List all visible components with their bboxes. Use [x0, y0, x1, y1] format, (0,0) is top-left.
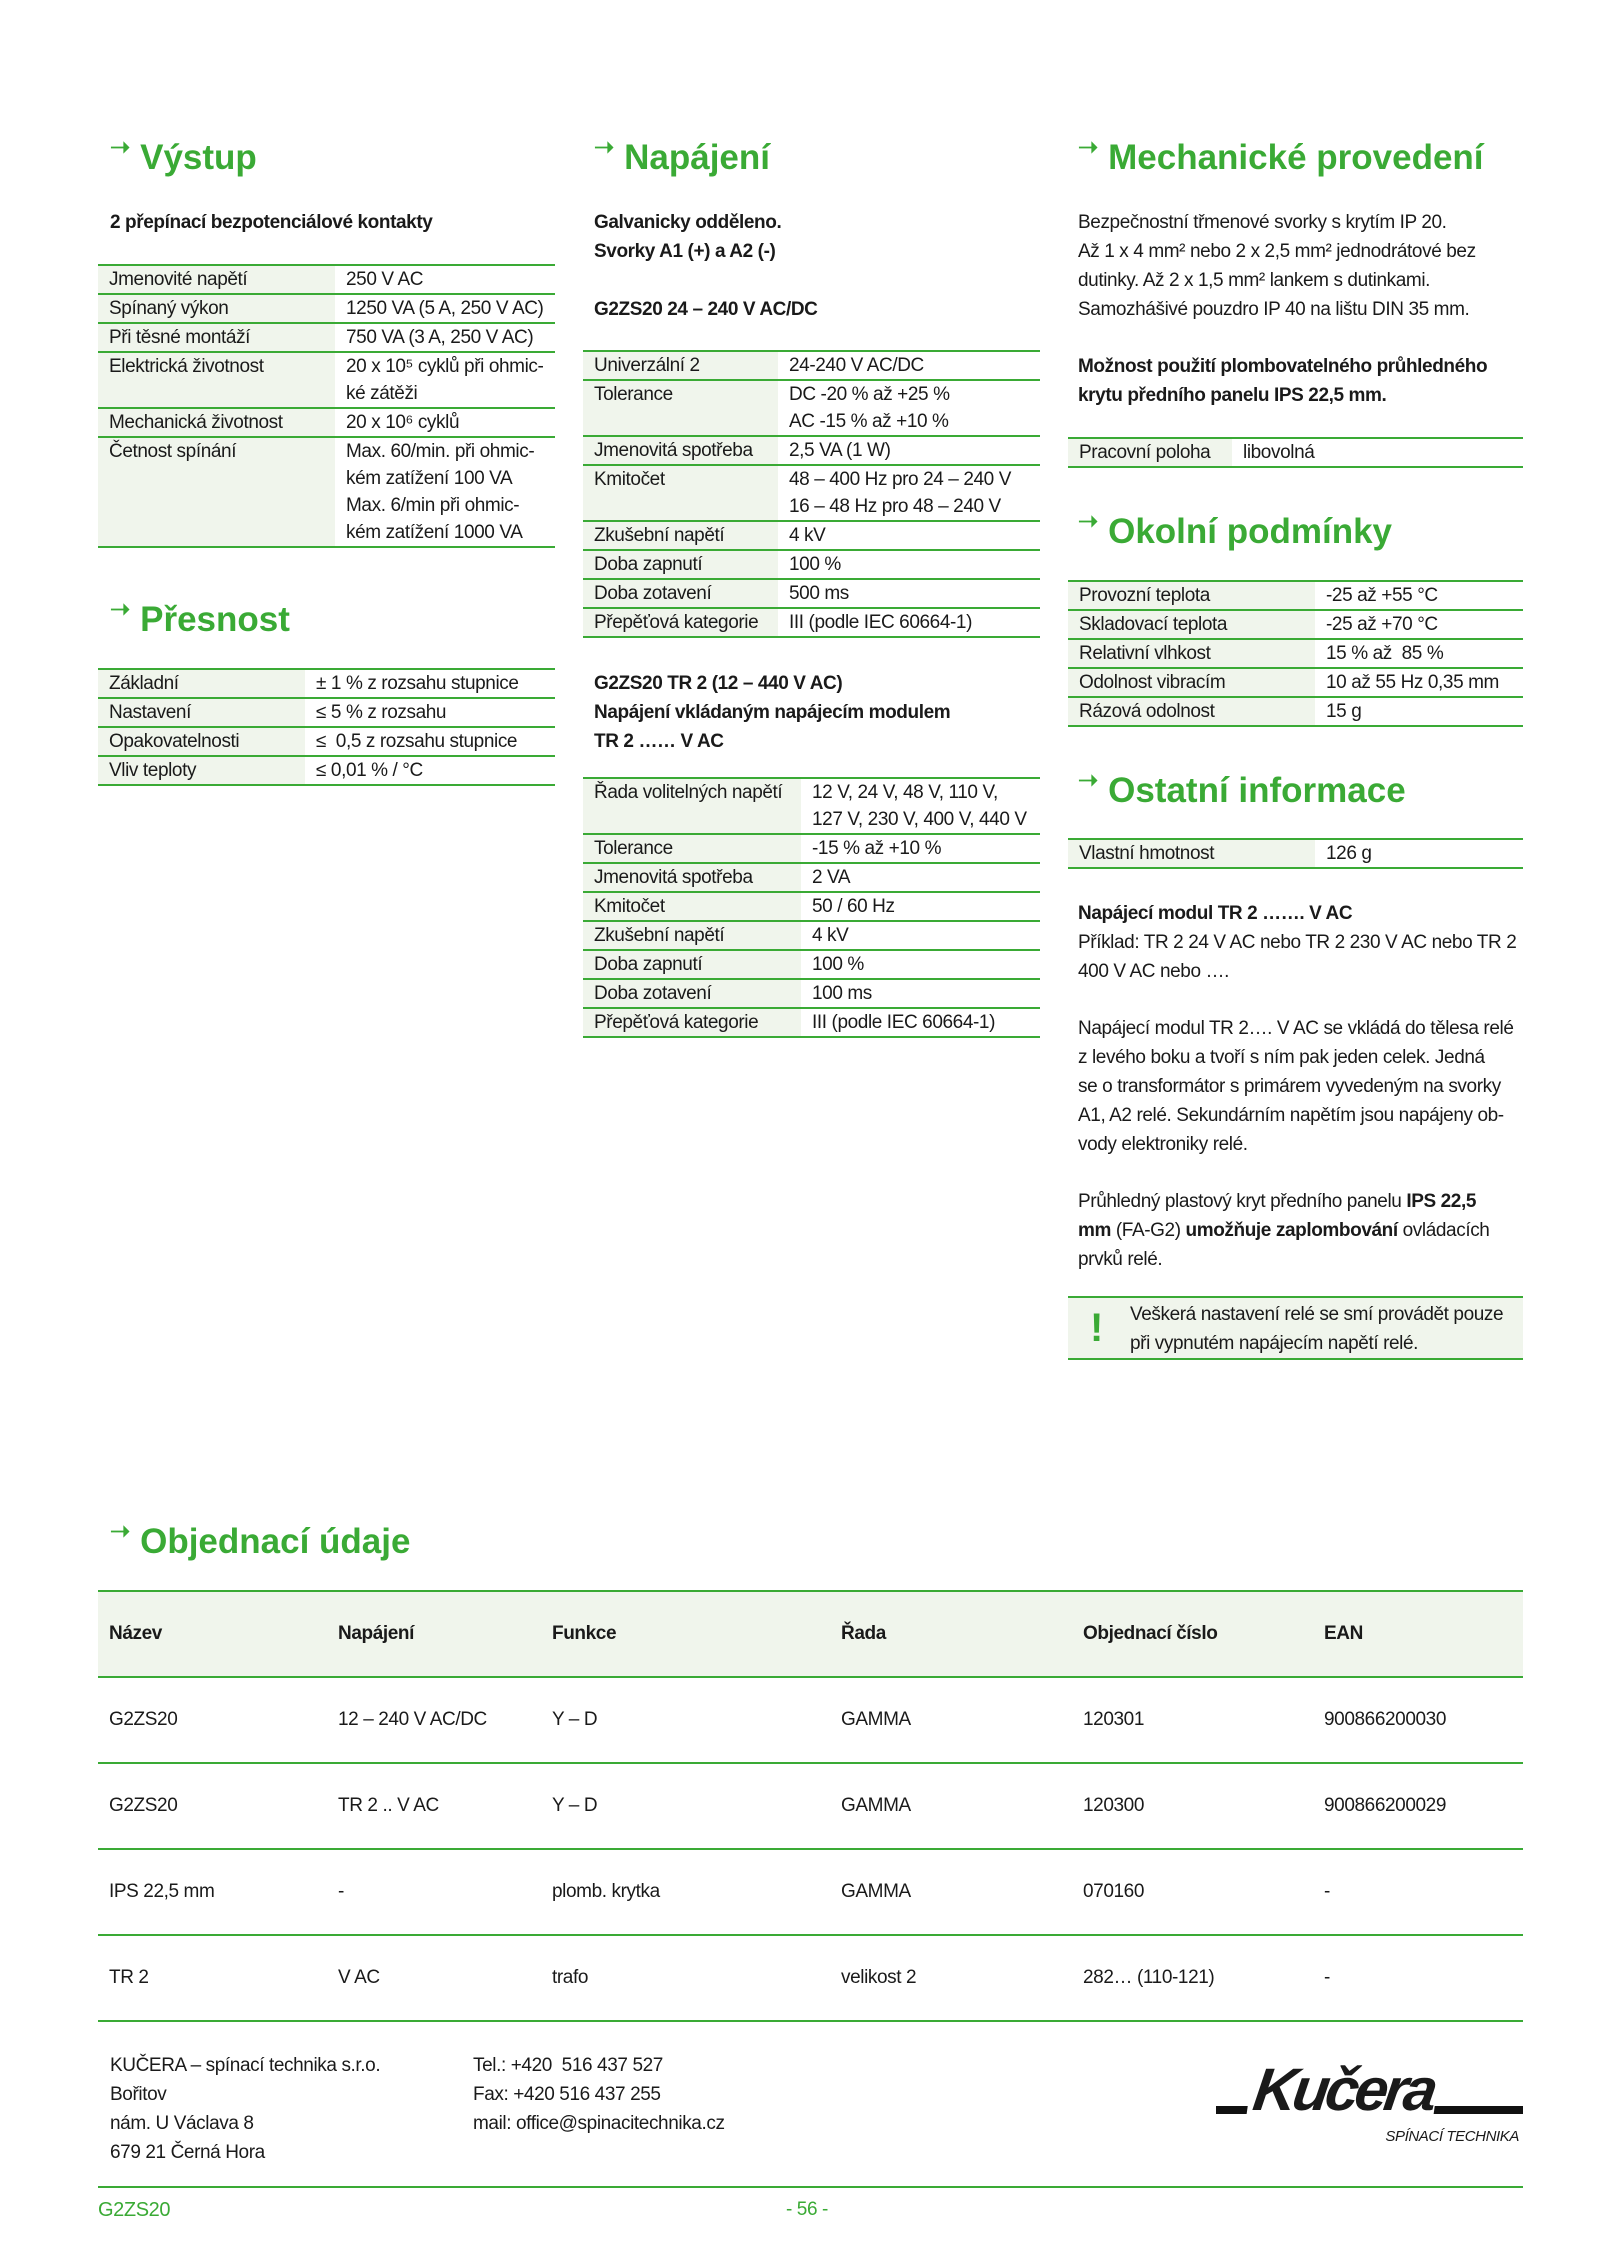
spec-row	[1068, 698, 1523, 727]
mech-bold: Možnost použití plombovatelného průhledného krytu předního panelu IPS 22,5 mm.	[1078, 356, 1488, 406]
spec-label: Jmenovité napětí	[98, 266, 335, 293]
t: umožňuje zaplombování	[1185, 1220, 1398, 1241]
arrow-icon: ➝	[1078, 767, 1099, 794]
order-header-row	[98, 1592, 1523, 1678]
spec-label: Doba zotavení	[583, 980, 801, 1007]
spec-value: ± 1 % z rozsahu stupnice	[316, 673, 519, 694]
spec-value: 15 g	[1326, 701, 1362, 722]
footer-divider	[98, 2186, 1523, 2188]
heading-text: Mechanické provedení	[1108, 138, 1484, 177]
column-header: Napájení	[338, 1623, 414, 1644]
spec-row	[583, 437, 1040, 466]
heading-text: Výstup	[140, 138, 257, 177]
spec-row	[583, 352, 1040, 381]
warning-text: Veškerá nastavení relé se smí provádět pouze při vypnutém napájecím napětí relé.	[1130, 1304, 1504, 1354]
spec-label: Zkušební napětí	[583, 522, 778, 549]
column-header: Funkce	[552, 1623, 617, 1644]
spec-value: 20 x 10⁶ cyklů	[346, 412, 460, 433]
spec-value: 100 %	[789, 554, 841, 575]
table-row	[98, 1764, 1523, 1850]
column-header: Název	[109, 1623, 162, 1644]
spec-value: Max. 60/min. při ohmic- kém zatížení 100 VA Max. 6/min při ohmic- kém zatížení 1000 VA	[346, 441, 535, 543]
spec-row	[98, 670, 555, 699]
spec-value: 100 %	[812, 954, 864, 975]
table-cell: Y – D	[552, 1709, 598, 1730]
spec-label: Zkušební napětí	[583, 922, 801, 949]
mech-text: Bezpečnostní třmenové svorky s krytím IP 20. Až 1 x 4 mm² nebo 2 x 2,5 mm² jednodrátové bez dutinky. Až 2 x 1,5 mm² lankem s dutinkami. Samozhášivé pouzdro IP 40 na lištu DIN 35 mm.	[1078, 212, 1476, 320]
ostatni-table	[1068, 838, 1523, 869]
spec-row	[98, 295, 555, 324]
spec-value: 50 / 60 Hz	[812, 896, 895, 917]
spec-value: 4 kV	[812, 925, 849, 946]
spec-row	[583, 466, 1040, 522]
table-cell: Y – D	[552, 1795, 598, 1816]
spec-value: 500 ms	[789, 583, 849, 604]
spec-value: 100 ms	[812, 983, 872, 1004]
spec-label: Doba zapnutí	[583, 951, 801, 978]
spec-value: 48 – 400 Hz pro 24 – 240 V 16 – 48 Hz pro 48 – 240 V	[789, 469, 1011, 517]
t: (FA-G2)	[1111, 1220, 1186, 1241]
spec-label: Odolnost vibracím	[1068, 669, 1315, 696]
spec-row	[583, 779, 1040, 835]
spec-label: Relativní vlhkost	[1068, 640, 1315, 667]
kucera-logo	[1216, 2056, 1523, 2152]
heading-text: Přesnost	[140, 600, 290, 639]
napajeni-table-2	[583, 777, 1040, 1038]
spec-label: Tolerance	[583, 381, 778, 435]
spec-value: 12 V, 24 V, 48 V, 110 V, 127 V, 230 V, 400 V, 440 V	[812, 782, 1027, 830]
napajeni-variant2: G2ZS20 TR 2 (12 – 440 V AC) Napájení vkládaným napájecím modulem TR 2 …… V AC	[594, 673, 951, 752]
table-cell: 120301	[1083, 1709, 1145, 1730]
spec-row	[583, 951, 1040, 980]
table-cell: TR 2 .. V AC	[338, 1795, 439, 1816]
column-header: Objednací číslo	[1083, 1623, 1218, 1644]
spec-value: 250 V AC	[346, 269, 424, 290]
arrow-icon: ➝	[110, 596, 131, 623]
heading-objednaci	[110, 1518, 411, 1562]
warning-box	[1068, 1296, 1523, 1360]
table-row	[98, 1850, 1523, 1936]
column-header: Řada	[841, 1623, 886, 1644]
heading-text: Ostatní informace	[1108, 771, 1406, 810]
spec-row	[1068, 640, 1523, 669]
table-cell: velikost 2	[841, 1967, 917, 1988]
spec-row	[583, 580, 1040, 609]
spec-value: -25 až +55 °C	[1326, 585, 1438, 606]
spec-row	[98, 438, 555, 548]
spec-label: Jmenovitá spotřeba	[583, 437, 778, 464]
order-table	[98, 1590, 1523, 2022]
arrow-icon: ➝	[1078, 134, 1099, 161]
table-cell: 12 – 240 V AC/DC	[338, 1709, 487, 1730]
module-paragraph: Napájecí modul TR 2…. V AC se vkládá do tělesa relé z levého boku a tvoří s ním pak jeden celek. Jedná se o transformátor s primárem vyvedeným na svorky A1, A2 relé. Sekundárním napětím jsou napájeny ob- vody elektroniky relé.	[1078, 1018, 1514, 1155]
spec-value: III (podle IEC 60664-1)	[789, 612, 973, 633]
spec-value: -15 % až +10 %	[812, 838, 942, 859]
table-cell: 070160	[1083, 1881, 1145, 1902]
table-cell: GAMMA	[841, 1795, 911, 1816]
spec-value: ≤ 0,01 % / °C	[316, 760, 423, 781]
table-cell: 120300	[1083, 1795, 1145, 1816]
spec-label: Elektrická životnost	[98, 353, 335, 407]
spec-label: Univerzální 2	[583, 352, 778, 379]
spec-label: Mechanická životnost	[98, 409, 335, 436]
logo-subtitle: SPÍNACÍ TECHNIKA	[1385, 2128, 1519, 2145]
heading-text: Okolní podmínky	[1108, 512, 1393, 551]
spec-label: Základní	[98, 670, 305, 697]
spec-row	[583, 864, 1040, 893]
spec-row	[583, 1009, 1040, 1038]
spec-label: Vlastní hmotnost	[1068, 840, 1315, 867]
table-cell: 900866200029	[1324, 1795, 1447, 1816]
heading-mechanicke	[1078, 134, 1484, 178]
table-cell: TR 2	[109, 1967, 149, 1988]
spec-value: 15 % až 85 %	[1326, 643, 1444, 664]
column-header: EAN	[1324, 1623, 1363, 1644]
table-cell: plomb. krytka	[552, 1881, 660, 1902]
t: ovládacích prvků relé.	[1078, 1220, 1490, 1270]
spec-row	[1068, 439, 1523, 468]
spec-label: Opakovatelnosti	[98, 728, 305, 755]
table-cell: IPS 22,5 mm	[109, 1881, 215, 1902]
table-cell: 282… (110-121)	[1083, 1967, 1215, 1988]
spec-label: Přepěťová kategorie	[583, 1009, 801, 1036]
spec-label: Při těsné montáží	[98, 324, 335, 351]
heading-okolni	[1078, 508, 1393, 552]
footer-contact: Tel.: +420 516 437 527 Fax: +420 516 437 255 mail: office@spinacitechnika.cz	[473, 2055, 725, 2134]
spec-label: Přepěťová kategorie	[583, 609, 778, 636]
spec-label: Doba zapnutí	[583, 551, 778, 578]
okolni-table	[1068, 580, 1523, 727]
cover-paragraph	[1078, 1187, 1489, 1274]
table-cell: GAMMA	[841, 1709, 911, 1730]
spec-value: 1250 VA (5 A, 250 V AC)	[346, 298, 544, 319]
spec-label: Řada volitelných napětí	[583, 779, 801, 833]
heading-text: Napájení	[624, 138, 770, 177]
t: Průhledný plastový kryt předního panelu	[1078, 1191, 1407, 1212]
module-example: Příklad: TR 2 24 V AC nebo TR 2 230 V AC nebo TR 2 400 V AC nebo ….	[1078, 932, 1517, 982]
spec-value: III (podle IEC 60664-1)	[812, 1012, 996, 1033]
table-cell: G2ZS20	[109, 1709, 178, 1730]
spec-row	[1068, 611, 1523, 640]
spec-row	[583, 893, 1040, 922]
spec-row	[583, 980, 1040, 1009]
spec-label: Skladovací teplota	[1068, 611, 1315, 638]
spec-label: Nastavení	[98, 699, 305, 726]
table-cell: -	[338, 1881, 344, 1902]
spec-row	[583, 609, 1040, 638]
spec-value: ≤ 0,5 z rozsahu stupnice	[316, 731, 518, 752]
heading-text: Objednací údaje	[140, 1522, 411, 1561]
table-cell: trafo	[552, 1967, 589, 1988]
spec-row	[98, 757, 555, 786]
spec-row	[1068, 840, 1523, 869]
spec-label: Spínaný výkon	[98, 295, 335, 322]
spec-label: Jmenovitá spotřeba	[583, 864, 801, 891]
spec-value: 24-240 V AC/DC	[789, 355, 924, 376]
spec-value: ≤ 5 % z rozsahu	[316, 702, 447, 723]
t: IPS 22,5 mm	[1078, 1191, 1477, 1241]
spec-row	[583, 922, 1040, 951]
table-cell: GAMMA	[841, 1881, 911, 1902]
logo-text: Kučera	[1246, 2062, 1441, 2118]
spec-label: Kmitočet	[583, 466, 778, 520]
spec-row	[98, 728, 555, 757]
spec-row	[98, 699, 555, 728]
vystup-table	[98, 264, 555, 548]
spec-row	[583, 381, 1040, 437]
table-row	[98, 1936, 1523, 2022]
heading-napajeni	[594, 134, 770, 178]
spec-value: -25 až +70 °C	[1326, 614, 1438, 635]
heading-vystup	[110, 134, 257, 178]
table-cell: G2ZS20	[109, 1795, 178, 1816]
table-cell: -	[1324, 1967, 1330, 1988]
spec-label: Rázová odolnost	[1068, 698, 1315, 725]
table-cell: 900866200030	[1324, 1709, 1447, 1730]
spec-label: Pracovní poloha	[1068, 439, 1232, 466]
spec-row	[583, 835, 1040, 864]
vystup-subtitle: 2 přepínací bezpotenciálové kontakty	[110, 212, 433, 233]
napajeni-intro: Galvanicky odděleno. Svorky A1 (+) a A2 (-)	[594, 212, 782, 262]
spec-value: 20 x 10⁵ cyklů při ohmic- ké zátěži	[346, 356, 544, 404]
spec-value: 10 až 55 Hz 0,35 mm	[1326, 672, 1499, 693]
spec-label: Tolerance	[583, 835, 801, 862]
mech-table	[1068, 437, 1523, 468]
arrow-icon: ➝	[110, 134, 131, 161]
spec-label: Provozní teplota	[1068, 582, 1315, 609]
napajeni-variant1: G2ZS20 24 – 240 V AC/DC	[594, 299, 818, 320]
spec-label: Četnost spínání	[98, 438, 335, 546]
spec-value: DC -20 % až +25 % AC -15 % až +10 %	[789, 384, 950, 432]
footer-product: G2ZS20	[98, 2199, 171, 2221]
module-title: Napájecí modul TR 2 ……. V AC	[1078, 903, 1353, 924]
arrow-icon: ➝	[1078, 508, 1099, 535]
spec-row	[98, 266, 555, 295]
presnost-table	[98, 668, 555, 786]
arrow-icon: ➝	[110, 1518, 131, 1545]
spec-value: 126 g	[1326, 843, 1372, 864]
table-cell: V AC	[338, 1967, 380, 1988]
spec-row	[98, 353, 555, 409]
heading-presnost	[110, 596, 290, 640]
spec-row	[98, 324, 555, 353]
page-number: - 56 -	[786, 2199, 828, 2220]
table-row	[98, 1678, 1523, 1764]
spec-value: 2,5 VA (1 W)	[789, 440, 891, 461]
exclamation-icon: !	[1090, 1306, 1103, 1350]
spec-row	[1068, 669, 1523, 698]
spec-row	[1068, 582, 1523, 611]
footer-address: KUČERA – spínací technika s.r.o. Bořitov nám. U Václava 8 679 21 Černá Hora	[110, 2055, 381, 2163]
spec-label: Doba zotavení	[583, 580, 778, 607]
spec-value: 2 VA	[812, 867, 851, 888]
spec-row	[583, 522, 1040, 551]
napajeni-table-1	[583, 350, 1040, 638]
spec-row	[98, 409, 555, 438]
heading-ostatni	[1078, 767, 1406, 811]
spec-row	[583, 551, 1040, 580]
spec-label: Vliv teploty	[98, 757, 305, 784]
spec-value: libovolná	[1243, 442, 1315, 463]
spec-value: 750 VA (3 A, 250 V AC)	[346, 327, 534, 348]
spec-value: 4 kV	[789, 525, 826, 546]
arrow-icon: ➝	[594, 134, 615, 161]
table-cell: -	[1324, 1881, 1330, 1902]
spec-label: Kmitočet	[583, 893, 801, 920]
